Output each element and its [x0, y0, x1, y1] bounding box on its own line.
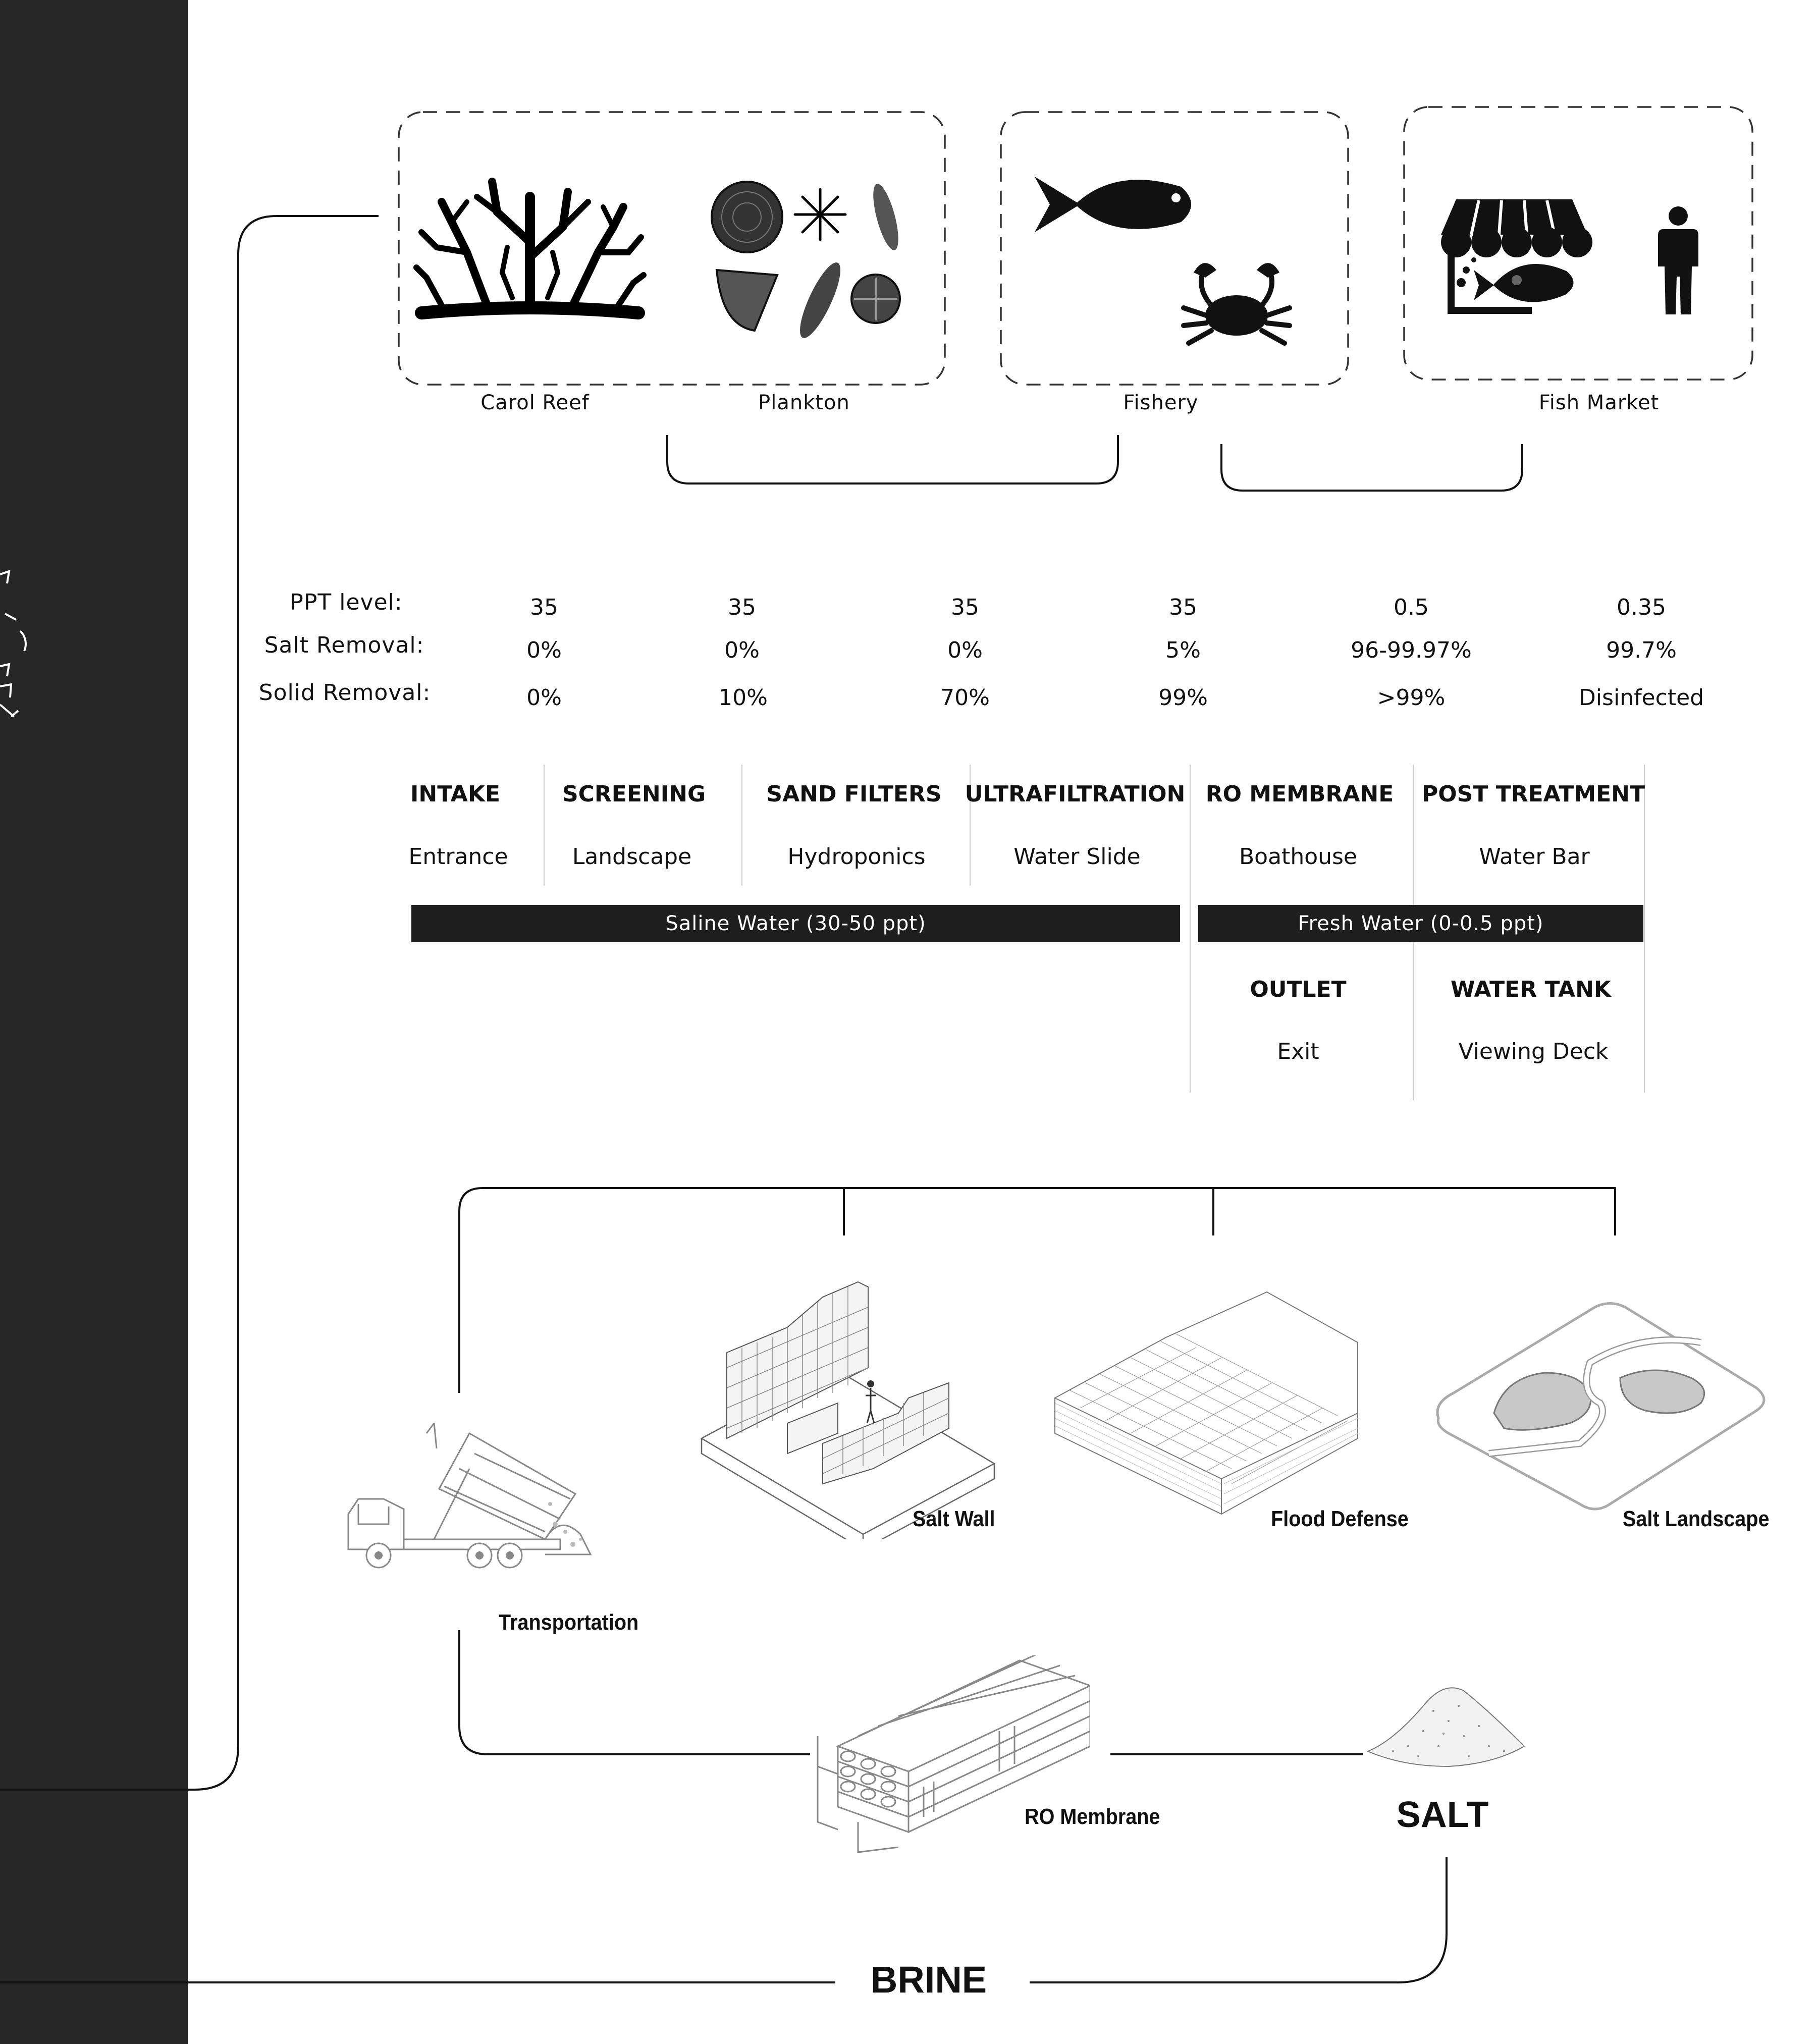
- fishery-label: Fishery: [1123, 391, 1199, 414]
- stage-sub-boathouse: Boathouse: [1239, 844, 1358, 870]
- solid-removal-label: Solid Removal:: [258, 680, 431, 706]
- flood-defense-illustration: [1050, 1282, 1363, 1519]
- stage-title-intake: INTAKE: [410, 781, 500, 807]
- transportation-label: Transportation: [499, 1610, 639, 1635]
- salt-removal-value: 0%: [526, 637, 562, 663]
- crab-icon: [1176, 257, 1297, 353]
- salt-title: SALT: [1396, 1795, 1489, 1835]
- salt-wall-label: Salt Wall: [913, 1507, 995, 1531]
- salt-removal-value: 96-99.97%: [1351, 637, 1472, 663]
- ro-membrane-label: RO Membrane: [1025, 1804, 1160, 1829]
- stage-title-ultrafiltration: ULTRAFILTRATION: [965, 781, 1186, 807]
- stage-sub-exit: Exit: [1277, 1039, 1319, 1064]
- fresh-water-bar: Fresh Water (0-0.5 ppt): [1198, 905, 1643, 942]
- person-icon: [1655, 206, 1701, 317]
- ppt-value: 35: [530, 595, 558, 620]
- salt-removal-value: 99.7%: [1606, 637, 1677, 663]
- coral-reef-label: Carol Reef: [480, 391, 590, 414]
- ppt-value: 35: [951, 595, 979, 620]
- solid-removal-value: Disinfected: [1578, 685, 1704, 711]
- stage-title-screening: SCREENING: [562, 781, 706, 807]
- stage-title-ro-membrane: RO MEMBRANE: [1205, 781, 1394, 807]
- stage-sub-viewing-deck: Viewing Deck: [1458, 1039, 1609, 1064]
- salt-removal-value: 0%: [724, 637, 760, 663]
- ro-membrane-illustration: [808, 1655, 1090, 1862]
- stage-sub-water-bar: Water Bar: [1479, 844, 1590, 870]
- plankton-icon: [707, 179, 914, 341]
- salt-removal-value: 0%: [947, 637, 983, 663]
- ppt-value: 35: [1169, 595, 1197, 620]
- solid-removal-value: 70%: [940, 685, 990, 711]
- ppt-value: 0.5: [1394, 595, 1429, 620]
- stage-sub-water-slide: Water Slide: [1013, 844, 1141, 870]
- solid-removal-value: 99%: [1158, 685, 1208, 711]
- fish-icon: [1030, 167, 1201, 242]
- stage-title-sand-filters: SAND FILTERS: [766, 781, 942, 807]
- ppt-level-label: PPT level:: [290, 589, 403, 615]
- coral-reef-icon: [411, 177, 649, 328]
- stage-title-outlet: OUTLET: [1250, 977, 1347, 1002]
- salt-wall-illustration: [697, 1267, 999, 1539]
- plankton-label: Plankton: [758, 391, 850, 414]
- salt-landscape-label: Salt Landscape: [1623, 1507, 1770, 1531]
- ppt-value: 35: [728, 595, 756, 620]
- stage-sub-landscape: Landscape: [572, 844, 692, 870]
- stage-sub-entrance: Entrance: [408, 844, 508, 870]
- salt-removal-value: 5%: [1165, 637, 1201, 663]
- fish-market-icon: [1436, 194, 1597, 320]
- solid-removal-value: >99%: [1377, 685, 1446, 711]
- fish-market-label: Fish Market: [1538, 391, 1660, 414]
- stage-title-post-treatment: POST TREATMENT: [1422, 781, 1645, 807]
- salt-pile-icon: [1363, 1676, 1534, 1777]
- solid-removal-value: 10%: [718, 685, 768, 711]
- brine-title: BRINE: [870, 1959, 987, 2001]
- salt-landscape-illustration: [1428, 1302, 1772, 1514]
- stage-sub-hydroponics: Hydroponics: [787, 844, 926, 870]
- truck-illustration: [343, 1423, 596, 1595]
- saline-water-bar: Saline Water (30-50 ppt): [411, 905, 1180, 942]
- stage-title-water-tank: WATER TANK: [1450, 977, 1612, 1002]
- ppt-value: 0.35: [1617, 595, 1666, 620]
- salt-removal-label: Salt Removal:: [264, 632, 424, 658]
- flood-defense-label: Flood Defense: [1271, 1507, 1409, 1531]
- solid-removal-value: 0%: [526, 685, 562, 711]
